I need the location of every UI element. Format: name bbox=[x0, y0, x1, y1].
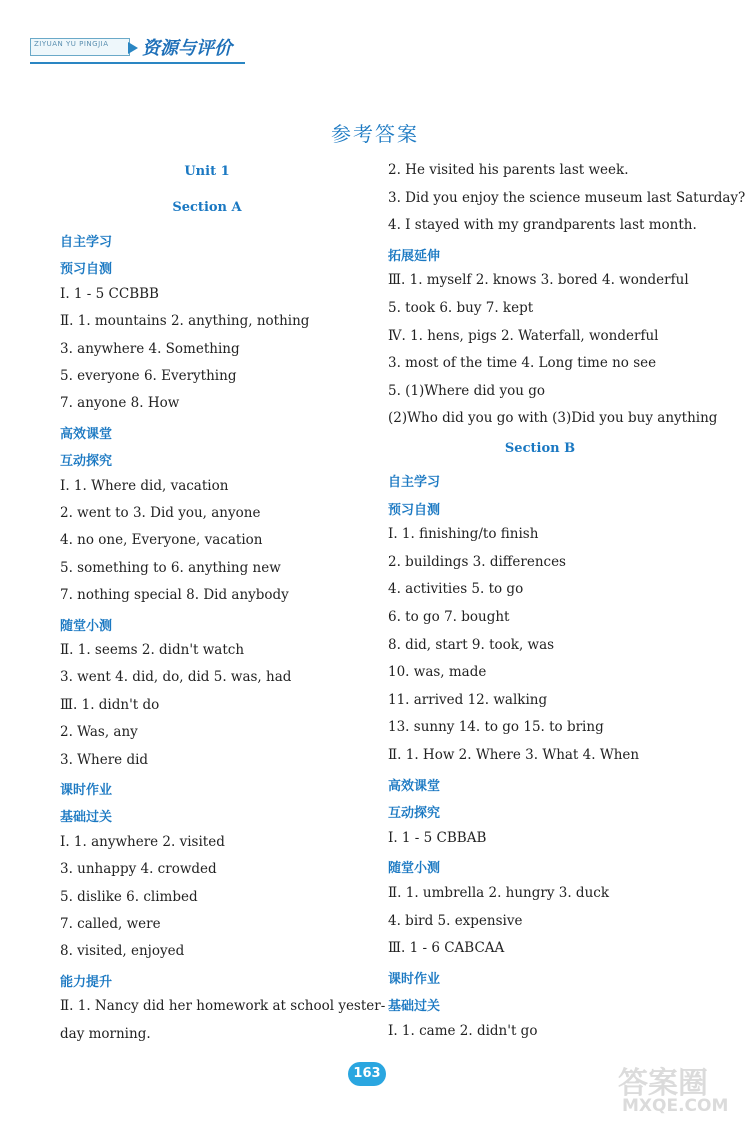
subsection-heading: 互动探究 bbox=[60, 454, 113, 470]
subsection-heading: 自主学习 bbox=[60, 235, 113, 250]
page-number: 163 bbox=[348, 1062, 386, 1086]
header-rule bbox=[30, 62, 245, 64]
answer-line: 4. I stayed with my grandparents last month. bbox=[388, 217, 697, 234]
subsection-heading: 能力提升 bbox=[60, 974, 113, 990]
answer-line: 3. went 4. did, do, did 5. was, had bbox=[60, 669, 292, 686]
subsection-heading: 课时作业 bbox=[60, 783, 113, 798]
answer-line: Ⅰ. 1. Where did, vacation bbox=[60, 477, 229, 494]
subsection-heading: 课时作业 bbox=[388, 971, 441, 987]
section-heading: Section A bbox=[172, 200, 242, 215]
answer-line: 4. activities 5. to go bbox=[388, 581, 524, 598]
answer-line: 3. Did you enjoy the science museum last Saturday? bbox=[388, 189, 746, 206]
answer-line: 8. did, start 9. took, was bbox=[388, 636, 555, 653]
answer-line: 3. Where did bbox=[60, 751, 149, 768]
answer-line: 4. no one, Everyone, vacation bbox=[60, 532, 263, 549]
header-small-text: ZIYUAN YU PINGJIA bbox=[34, 40, 109, 48]
watermark-line-2: MXQE.COM bbox=[622, 1096, 729, 1116]
answer-line: day morning. bbox=[60, 1025, 151, 1042]
answer-line: 5. took 6. buy 7. kept bbox=[388, 300, 534, 316]
answer-line: Ⅱ. 1. Nancy did her homework at school yester- bbox=[60, 998, 386, 1015]
answer-line: 3. unhappy 4. crowded bbox=[60, 861, 217, 878]
answer-line: 8. visited, enjoyed bbox=[60, 943, 185, 960]
subsection-heading: 基础过关 bbox=[388, 999, 441, 1015]
answer-line: (2)Who did you go with (3)Did you buy anything bbox=[388, 410, 718, 427]
subsection-heading: 自主学习 bbox=[388, 475, 441, 490]
answer-line: 2. went to 3. Did you, anyone bbox=[60, 505, 261, 521]
answer-line: Ⅱ. 1. umbrella 2. hungry 3. duck bbox=[388, 885, 610, 901]
answer-line: 4. bird 5. expensive bbox=[388, 912, 523, 929]
answer-line: 2. buildings 3. differences bbox=[388, 553, 566, 570]
answer-line: 6. to go 7. bought bbox=[388, 609, 510, 625]
answer-line: Ⅱ. 1. How 2. Where 3. What 4. When bbox=[388, 747, 640, 763]
answer-line: Ⅲ. 1. myself 2. knows 3. bored 4. wonderful bbox=[388, 272, 689, 289]
answer-line: Ⅰ. 1. finishing/to finish bbox=[388, 526, 539, 543]
answer-line: 5. (1)Where did you go bbox=[388, 382, 545, 399]
answer-line: 3. anywhere 4. Something bbox=[60, 340, 240, 357]
watermark-line-1: 答案圈 bbox=[618, 1066, 708, 1101]
section-heading: Section B bbox=[504, 441, 576, 456]
answer-line: 2. Was, any bbox=[60, 724, 138, 741]
answer-line: Ⅰ. 1. anywhere 2. visited bbox=[60, 833, 225, 850]
answer-line: 3. most of the time 4. Long time no see bbox=[388, 355, 657, 372]
answer-line: 5. dislike 6. climbed bbox=[60, 888, 198, 905]
answer-line: 5. everyone 6. Everything bbox=[60, 368, 237, 384]
answer-line: Ⅰ. 1. came 2. didn't go bbox=[388, 1023, 538, 1039]
answer-line: 2. He visited his parents last week. bbox=[388, 162, 629, 178]
answer-line: 11. arrived 12. walking bbox=[388, 691, 548, 708]
page-title: 参考答案 bbox=[331, 122, 419, 146]
answer-line: Ⅰ. 1 - 5 CBBAB bbox=[388, 829, 487, 846]
subsection-heading: 随堂小测 bbox=[388, 861, 441, 877]
subsection-heading: 预习自测 bbox=[388, 502, 441, 518]
answer-line: 7. nothing special 8. Did anybody bbox=[60, 587, 289, 604]
arrow-icon bbox=[128, 42, 138, 54]
answer-line: Ⅰ. 1 - 5 CCBBB bbox=[60, 285, 159, 302]
answer-line: Ⅲ. 1. didn't do bbox=[60, 696, 160, 713]
subsection-heading: 高效课堂 bbox=[388, 778, 441, 794]
answer-line: 10. was, made bbox=[388, 664, 487, 681]
watermark bbox=[618, 1058, 743, 1118]
answer-line: Ⅲ. 1 - 6 CABCAA bbox=[388, 940, 505, 957]
answer-line: 7. called, were bbox=[60, 916, 161, 932]
answer-line: 7. anyone 8. How bbox=[60, 395, 180, 412]
subsection-heading: 基础过关 bbox=[60, 810, 113, 826]
answer-line: 5. something to 6. anything new bbox=[60, 559, 281, 576]
header-logo bbox=[30, 30, 245, 72]
answer-line: Ⅳ. 1. hens, pigs 2. Waterfall, wonderful bbox=[388, 327, 659, 344]
subsection-heading: 预习自测 bbox=[60, 262, 113, 278]
subsection-heading: 高效课堂 bbox=[60, 426, 113, 442]
answer-line: 13. sunny 14. to go 15. to bring bbox=[388, 719, 604, 736]
subsection-heading: 拓展延伸 bbox=[388, 248, 441, 264]
header-brand: 资源与评价 bbox=[142, 38, 232, 59]
subsection-heading: 随堂小测 bbox=[60, 618, 113, 634]
answer-line: Ⅱ. 1. seems 2. didn't watch bbox=[60, 642, 245, 658]
answer-line: Ⅱ. 1. mountains 2. anything, nothing bbox=[60, 313, 310, 330]
subsection-heading: 互动探究 bbox=[388, 806, 441, 822]
section-heading: Unit 1 bbox=[184, 164, 230, 179]
